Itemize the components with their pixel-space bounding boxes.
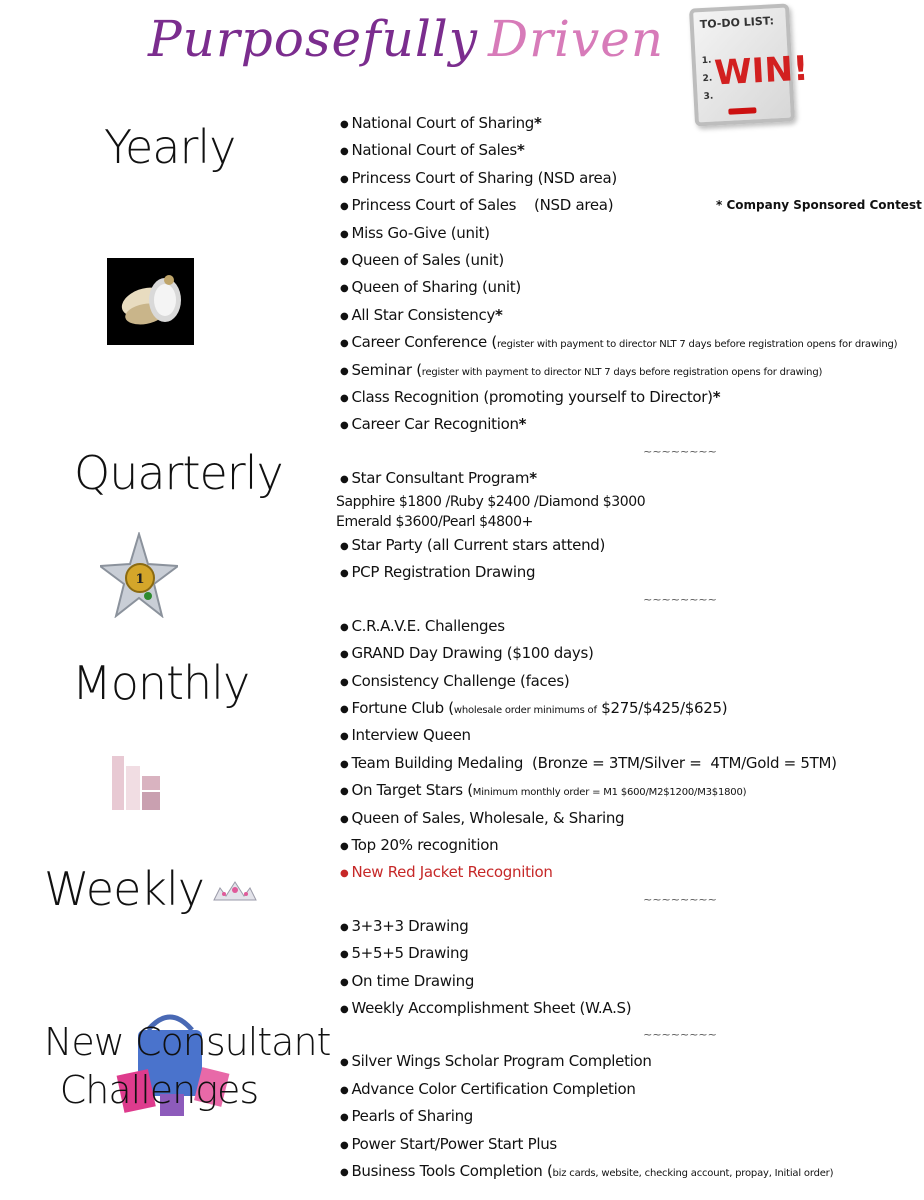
todo-list-board [689,3,810,126]
list-item: ● Top 20% recognition [340,832,920,859]
list-item: ● Star Consultant Program* [340,465,920,492]
period-monthly: Monthly [72,656,250,710]
list-item: ● Seminar (register with payment to director NLT 7 days before registration opens for drawing) [340,357,920,384]
period-weekly: Weekly [44,862,205,916]
contest-list [336,110,920,1185]
todo-num-3: 3. [703,91,714,103]
list-item: ● Silver Wings Scholar Program Completion [340,1048,920,1075]
list-item: ● Miss Go-Give (unit) [340,220,920,247]
list-item: ● GRAND Day Drawing ($100 days) [340,640,920,667]
list-item: ● 3+3+3 Drawing [340,913,920,940]
period-new-consultant-line-1: New Consultant [44,1020,331,1064]
star-levels-line-1: Sapphire $1800 /Ruby $2400 /Diamond $3000 [336,494,646,511]
list-item-red-jacket: ● New Red Jacket Recognition [340,859,920,886]
tiara-icon [212,880,258,904]
list-item: ● C.R.A.V.E. Challenges [340,613,920,640]
list-item: ● Pearls of Sharing [340,1103,920,1130]
list-item: ● On Target Stars (Minimum monthly order = M1 $600/M2$1200/M3$1800) [340,777,920,804]
list-item: ● Career Car Recognition* [340,411,920,438]
separator: ~~~~~~~~ [643,592,717,606]
list-item: ● National Court of Sharing* [340,110,920,137]
list-item: ● National Court of Sales* [340,137,920,164]
page-title [148,10,668,68]
list-item: ● Business Tools Completion (biz cards, website, checking account, propay, Initial order) [340,1158,920,1185]
list-item: ● Power Start/Power Start Plus [340,1131,920,1158]
list-item: ● Princess Court of Sales (NSD area) [340,192,920,219]
list-item: ● Advance Color Certification Completion [340,1076,920,1103]
list-item: ● Consistency Challenge (faces) [340,668,920,695]
list-item: ● Interview Queen [340,722,920,749]
list-item: ● Fortune Club (wholesale order minimums of $275/$425/$625) [340,695,920,722]
title-word-2: Driven [488,10,665,68]
list-item: ● Princess Court of Sharing (NSD area) [340,165,920,192]
title-word-1: Purposefully [148,10,479,68]
star-award-image [100,532,178,618]
separator: ~~~~~~~~ [643,892,717,906]
list-item: ● Queen of Sales, Wholesale, & Sharing [340,805,920,832]
todo-num-1: 1. [701,55,712,67]
svg-text:1: 1 [135,572,145,587]
period-yearly: Yearly [104,120,236,174]
separator: ~~~~~~~~ [643,1028,717,1042]
list-item: ● On time Drawing [340,968,920,995]
list-item: ● Career Conference (register with payment to director NLT 7 days before registration opens for drawing) [340,329,920,356]
list-item: ● Queen of Sharing (unit) [340,274,920,301]
todo-heading: TO-DO LIST: [699,14,775,32]
list-item: ● Class Recognition (promoting yourself to Director)* [340,384,920,411]
period-new-consultant [44,1018,331,1114]
list-item: ● Star Party (all Current stars attend) [340,532,920,559]
skincare-products-image [108,752,164,814]
todo-numbers [701,52,714,106]
list-item: ● 5+5+5 Drawing [340,940,920,967]
star-levels-line-2: Emerald $3600/Pearl $4800+ [336,514,534,531]
list-item: ● Queen of Sales (unit) [340,247,920,274]
sponsored-note: * Company Sponsored Contest [716,198,922,212]
bee-pin-image [107,258,194,345]
todo-win: WIN! [713,48,810,94]
list-item: ● PCP Registration Drawing [340,559,920,586]
period-quarterly: Quarterly [74,446,283,500]
separator: ~~~~~~~~ [643,444,717,458]
todo-num-2: 2. [702,73,713,85]
list-item: ● Weekly Accomplishment Sheet (W.A.S) [340,995,920,1022]
list-item: ● Team Building Medaling (Bronze = 3TM/Silver = 4TM/Gold = 5TM) [340,750,920,777]
list-item: ● All Star Consistency* [340,302,920,329]
period-new-consultant-line-2: Challenges [59,1068,259,1112]
